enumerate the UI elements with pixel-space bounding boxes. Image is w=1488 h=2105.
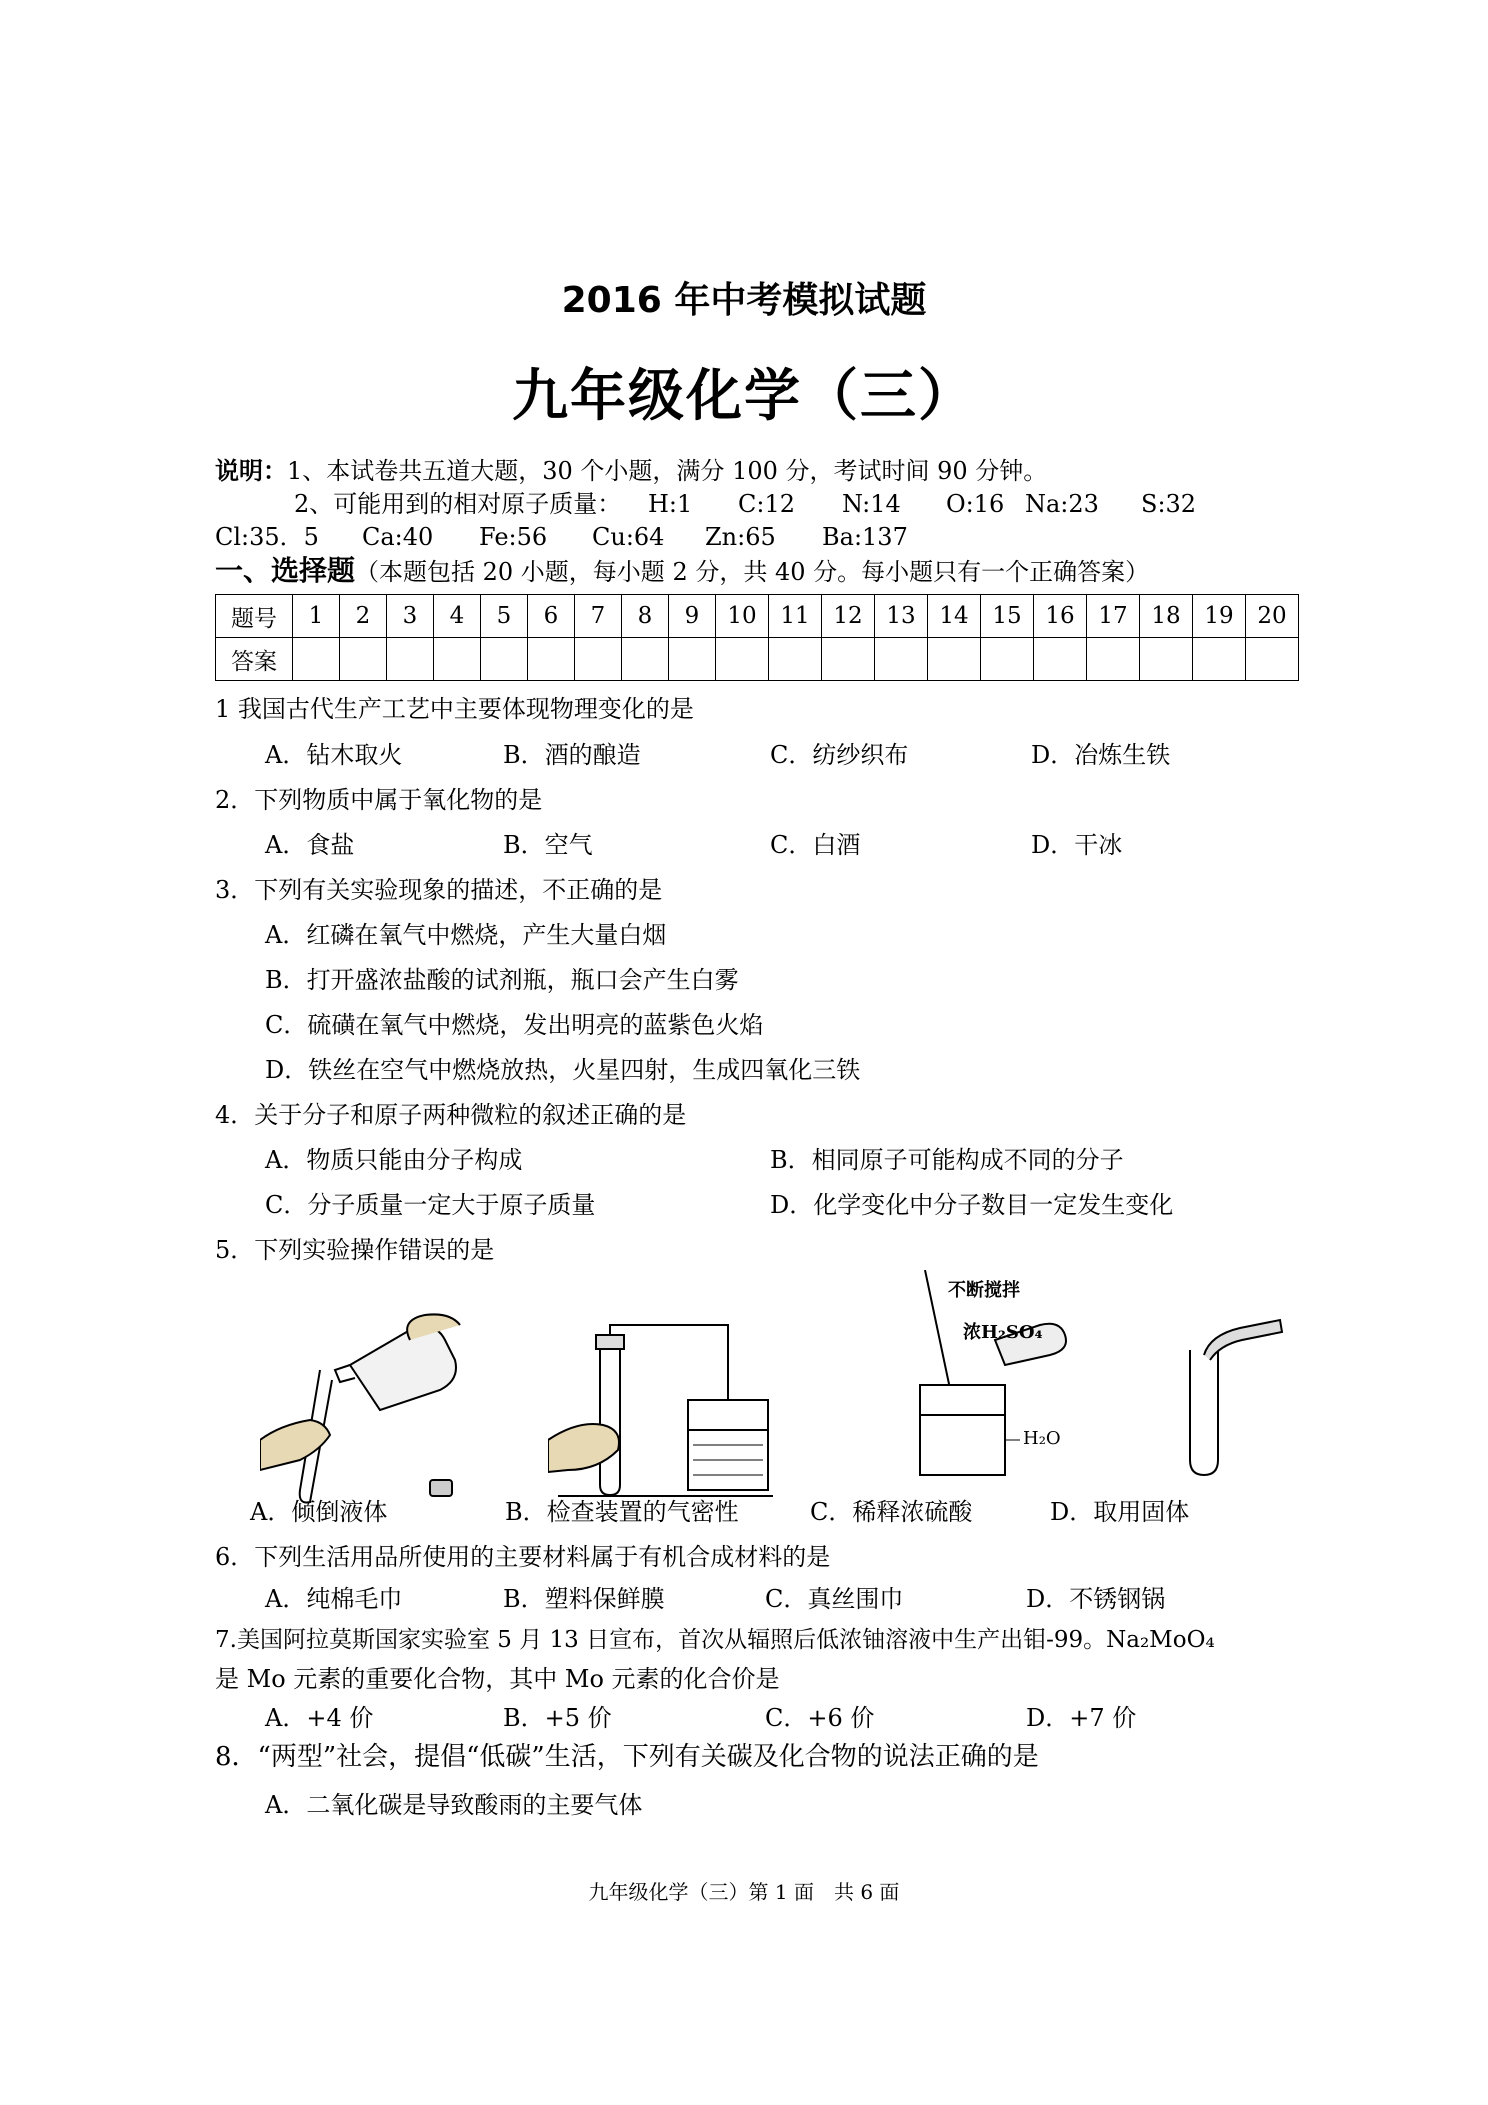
answer-table-answer-row	[216, 638, 1299, 681]
answer-cell[interactable]	[575, 638, 622, 681]
question-7-stem-line2: 是 Mo 元素的重要化合物，其中 Mo 元素的化合价是	[215, 1665, 780, 1693]
answer-cell[interactable]	[769, 638, 822, 681]
table-cell-number: 5	[481, 595, 528, 638]
table-cell-number: 8	[622, 595, 669, 638]
answer-table	[215, 594, 1299, 681]
exam-subtitle: 九年级化学（三）	[512, 364, 976, 429]
question-2-option-c: C．白酒	[770, 831, 861, 859]
question-5-option-c: C．稀释浓硫酸	[810, 1498, 973, 1526]
question-7-stem-line1: 7.美国阿拉莫斯国家实验室 5 月 13 日宣布，首次从辐照后低浓铀溶液中生产出钼-99。Na₂MoO₄	[215, 1627, 1215, 1653]
question-6-stem: 6．下列生活用品所使用的主要材料属于有机合成材料的是	[215, 1543, 831, 1571]
answer-table-header-row	[216, 595, 1299, 638]
question-8-stem: 8．“两型”社会，提倡“低碳”生活，下列有关碳及化合物的说法正确的是	[215, 1742, 1039, 1772]
table-cell-number: 2	[340, 595, 387, 638]
table-cell-number: 3	[387, 595, 434, 638]
answer-table-row2-label: 答案	[216, 638, 293, 681]
figure-airtightness-check	[548, 1320, 778, 1500]
question-1-option-b: B．酒的酿造	[503, 741, 641, 769]
question-2-option-a: A．食盐	[265, 831, 355, 859]
question-7-option-d: D．+7 价	[1026, 1704, 1137, 1732]
table-cell-number: 15	[981, 595, 1034, 638]
section1-heading-line	[215, 556, 1149, 587]
answer-cell[interactable]	[434, 638, 481, 681]
instructions-line2-prefix: 2、可能用到的相对原子质量：	[294, 490, 622, 518]
table-cell-number: 20	[1246, 595, 1299, 638]
exam-title: 2016 年中考模拟试题	[561, 280, 927, 321]
answer-cell[interactable]	[875, 638, 928, 681]
page-footer: 九年级化学（三）第 1 面 共 6 面	[588, 1880, 900, 1904]
answer-cell[interactable]	[293, 638, 340, 681]
table-cell-number: 14	[928, 595, 981, 638]
table-cell-number: 18	[1140, 595, 1193, 638]
mass-c: C:12	[738, 490, 795, 518]
question-4-option-d: D．化学变化中分子数目一定发生变化	[770, 1191, 1174, 1219]
answer-cell[interactable]	[1140, 638, 1193, 681]
answer-table-row1-label: 题号	[216, 595, 293, 638]
answer-cell[interactable]	[528, 638, 575, 681]
question-4-stem: 4．关于分子和原子两种微粒的叙述正确的是	[215, 1101, 687, 1129]
section1-note: （本题包括 20 小题，每小题 2 分，共 40 分。每小题只有一个正确答案）	[355, 558, 1150, 586]
question-3-stem: 3．下列有关实验现象的描述，不正确的是	[215, 876, 663, 904]
instructions-text1: 1、本试卷共五道大题，30 个小题，满分 100 分，考试时间 90 分钟。	[287, 457, 1048, 485]
question-2-stem: 2．下列物质中属于氧化物的是	[215, 786, 543, 814]
question-5-option-b: B．检查装置的气密性	[505, 1498, 739, 1526]
question-1-option-c: C．纺纱织布	[770, 741, 909, 769]
answer-cell[interactable]	[1246, 638, 1299, 681]
table-cell-number: 7	[575, 595, 622, 638]
question-4-option-b: B．相同原子可能构成不同的分子	[770, 1146, 1124, 1174]
question-5-stem: 5．下列实验操作错误的是	[215, 1236, 495, 1264]
question-3-option-b: B．打开盛浓盐酸的试剂瓶，瓶口会产生白雾	[265, 966, 739, 994]
question-1-stem: 1 我国古代生产工艺中主要体现物理变化的是	[215, 695, 694, 723]
answer-cell[interactable]	[669, 638, 716, 681]
question-6-option-d: D．不锈钢锅	[1026, 1585, 1166, 1613]
question-3-option-c: C．硫磺在氧气中燃烧，发出明亮的蓝紫色火焰	[265, 1011, 764, 1039]
table-cell-number: 13	[875, 595, 928, 638]
section1-heading: 一、选择题	[215, 554, 356, 587]
figure-pouring-liquid	[260, 1310, 480, 1510]
figure-c-label-stir: 不断搅拌	[948, 1280, 1020, 1301]
answer-cell[interactable]	[928, 638, 981, 681]
answer-cell[interactable]	[1087, 638, 1140, 681]
mass-fe: Fe:56	[479, 523, 548, 551]
table-cell-number: 19	[1193, 595, 1246, 638]
question-7-option-b: B．+5 价	[503, 1704, 612, 1732]
question-4-option-a: A．物质只能由分子构成	[265, 1146, 523, 1174]
mass-ba: Ba:137	[822, 523, 908, 551]
table-cell-number: 4	[434, 595, 481, 638]
question-5-option-d: D．取用固体	[1050, 1498, 1190, 1526]
question-1-option-d: D．冶炼生铁	[1031, 741, 1171, 769]
mass-o: O:16	[946, 490, 1005, 518]
question-8-option-a: A．二氧化碳是导致酸雨的主要气体	[265, 1791, 643, 1819]
figure-c-label-acid: 浓H₂SO₄	[963, 1322, 1043, 1343]
question-7-option-a: A．+4 价	[265, 1704, 374, 1732]
mass-cl: Cl:35．5	[215, 523, 319, 551]
answer-cell[interactable]	[981, 638, 1034, 681]
question-3-option-a: A．红磷在氧气中燃烧，产生大量白烟	[265, 921, 667, 949]
instructions-line1	[215, 456, 1047, 486]
answer-cell[interactable]	[1034, 638, 1087, 681]
table-cell-number: 11	[769, 595, 822, 638]
table-cell-number: 9	[669, 595, 716, 638]
instructions-label: 说明：	[215, 457, 287, 485]
question-6-option-c: C．真丝围巾	[765, 1585, 904, 1613]
question-2-option-d: D．干冰	[1031, 831, 1123, 859]
question-6-option-b: B．塑料保鲜膜	[503, 1585, 665, 1613]
table-cell-number: 1	[293, 595, 340, 638]
table-cell-number: 17	[1087, 595, 1140, 638]
question-4-option-c: C．分子质量一定大于原子质量	[265, 1191, 596, 1219]
answer-cell[interactable]	[481, 638, 528, 681]
question-3-option-d: D．铁丝在空气中燃烧放热，火星四射，生成四氧化三铁	[265, 1056, 861, 1084]
answer-cell[interactable]	[822, 638, 875, 681]
answer-cell[interactable]	[340, 638, 387, 681]
answer-cell[interactable]	[716, 638, 769, 681]
mass-ca: Ca:40	[362, 523, 434, 551]
answer-cell[interactable]	[387, 638, 434, 681]
question-1-option-a: A．钻木取火	[265, 741, 403, 769]
question-7-option-c: C．+6 价	[765, 1704, 875, 1732]
answer-cell[interactable]	[1193, 638, 1246, 681]
mass-na: Na:23	[1025, 490, 1099, 518]
figure-c-label-water: H₂O	[1023, 1428, 1061, 1449]
table-cell-number: 16	[1034, 595, 1087, 638]
question-6-option-a: A．纯棉毛巾	[265, 1585, 403, 1613]
mass-n: N:14	[842, 490, 901, 518]
mass-cu: Cu:64	[592, 523, 665, 551]
table-cell-number: 10	[716, 595, 769, 638]
question-2-option-b: B．空气	[503, 831, 593, 859]
mass-s: S:32	[1141, 490, 1197, 518]
figure-take-solid	[1180, 1310, 1290, 1480]
table-cell-number: 12	[822, 595, 875, 638]
mass-zn: Zn:65	[705, 523, 776, 551]
question-5-option-a: A．倾倒液体	[250, 1498, 388, 1526]
table-cell-number: 6	[528, 595, 575, 638]
answer-cell[interactable]	[622, 638, 669, 681]
mass-h: H:1	[648, 490, 693, 518]
